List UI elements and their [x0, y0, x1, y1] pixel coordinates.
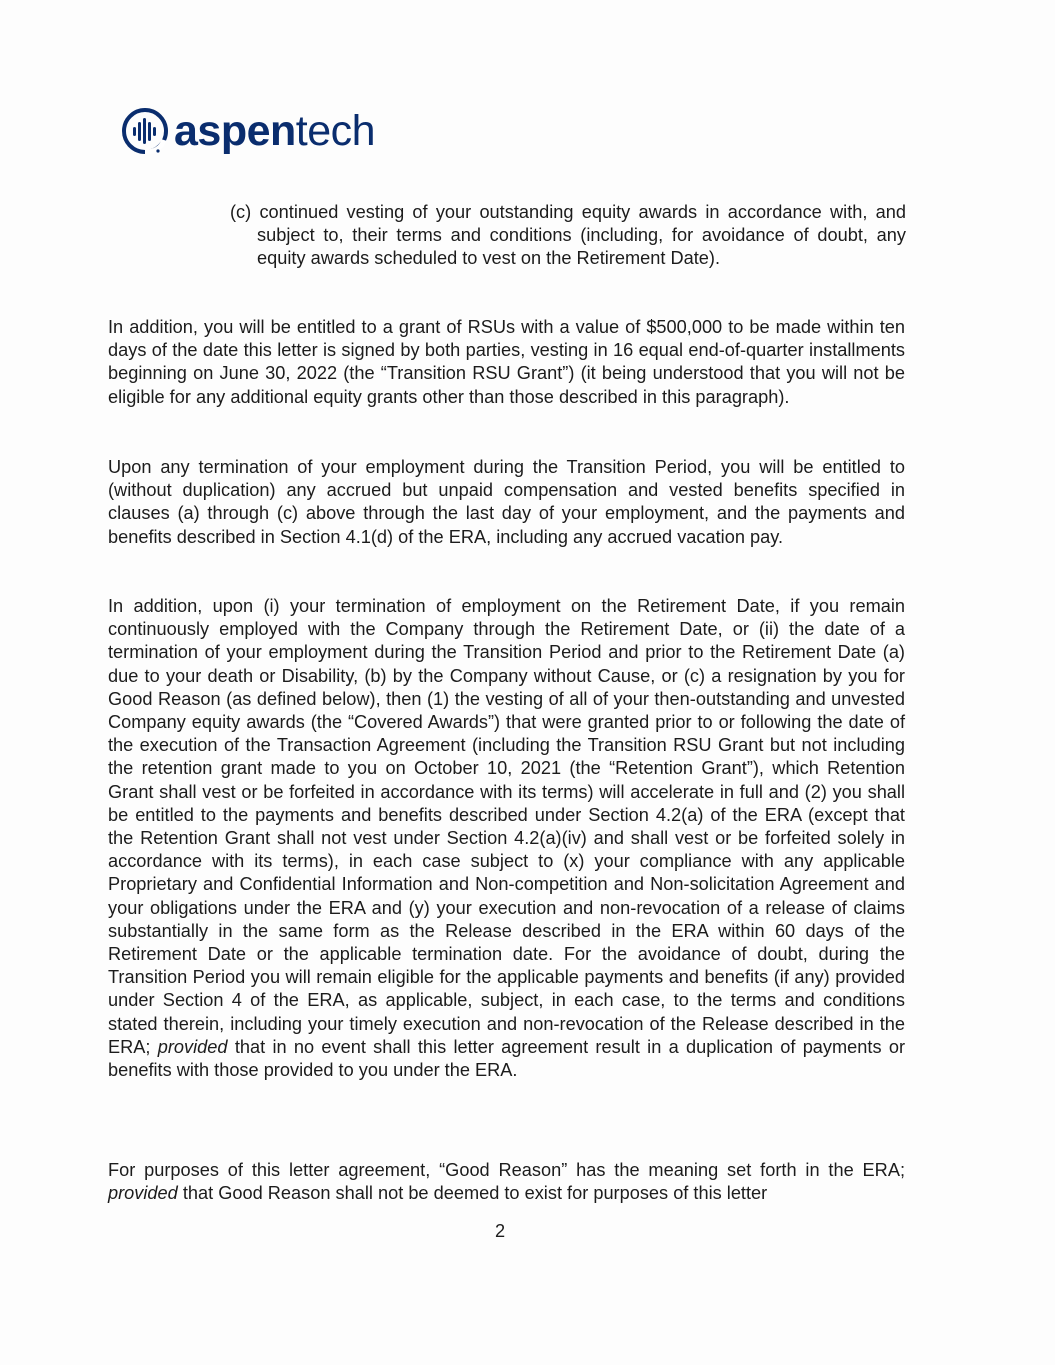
- clause-c: (c) continued vesting of your outstanding equity awards in accordance with, and subject to, their terms and conditions (including, for avoidance of doubt, any equity awards scheduled to vest on the Retirement Date).: [230, 202, 906, 269]
- logo-brand-light: tech: [295, 106, 376, 155]
- p4-provided: provided: [108, 1183, 178, 1204]
- p3-text-after: that in no event shall this letter agreement result in a duplication of payments or benefits with those provided to you under the ERA.: [108, 1036, 905, 1081]
- aspentech-logo: [120, 100, 375, 162]
- p3-text-before: In addition, upon (i) your termination of employment on the Retirement Date, if you remain continuously employed with the Company through the Retirement Date, or (ii) the date of a termination of your employment during the Transition Period and prior to the Retirement Date (a) due to your death or Disability, (b) by the Company without Cause, or (c) a resignation by you for Good Reason (as defined below), then (1) the vesting of all of your then-outstanding and unvested Company equity awards (the “Covered Awards”) that were granted prior to or following the date of the execution of the Transaction Agreement (including the Transition RSU Grant but not including the retention grant made to you on October 10, 2021 (the “Retention Grant”), which Retention Grant shall vest or be forfeited in accordance with its terms) will accelerate in full and (2) you shall be entitled to the payments and benefits described under Section 4.2(a) of the ERA (except that the Retention Grant shall not vest under Section 4.2(a)(iv) and shall vest or be forfeited solely in accordance with its terms), in each case subject to (x) your compliance with any applicable Proprietary and Confidential Information and Non-competition and Non-solicitation Agreement and your obligations under the ERA and (y) your execution and non-revocation of a release of claims substantially in the same form as the Release described in the ERA within 60 days of the Retirement Date or the applicable termination date. For the avoidance of doubt, during the Transition Period you will remain eligible for the applicable payments and benefits (if any) provided under Section 4 of the ERA, as applicable, subject, in each case, to the terms and conditions stated therein, including your timely execution and non-revocation of the Release described in the ERA;: [108, 596, 905, 1057]
- logo-wordmark: [174, 106, 376, 155]
- p3-provided: provided: [157, 1036, 228, 1057]
- logo-brand-bold: aspen: [174, 106, 296, 155]
- paragraph-rsu-grant: In addition, you will be entitled to a grant of RSUs with a value of $500,000 to be made within ten days of the date this letter is signed by both parties, vesting in 16 equal end-of-quarter installments beginning on June 30, 2022 (the “Transition RSU Grant”) (it being understood that you will not be eligible for any additional equity grants other than those described in this paragraph).: [108, 317, 905, 407]
- p4-text-after: that Good Reason shall not be deemed to exist for purposes of this letter: [182, 1183, 768, 1204]
- paragraph-retirement-vesting: [108, 595, 905, 1082]
- paragraph-termination-transition: Upon any termination of your employment during the Transition Period, you will be entitled to (without duplication) any accrued but unpaid compensation and vested benefits specified in clauses (a) through (c) above through the last day of your employment, and the payments and benefits described in Section 4.1(d) of the ERA, including any accrued vacation pay.: [108, 457, 905, 547]
- p4-text-before: For purposes of this letter agreement, “Good Reason” has the meaning set forth in the ERA;: [108, 1160, 905, 1180]
- aspentech-mark-icon: [120, 106, 170, 156]
- paragraph-good-reason: [108, 1159, 905, 1205]
- page-number: 2: [494, 1221, 506, 1241]
